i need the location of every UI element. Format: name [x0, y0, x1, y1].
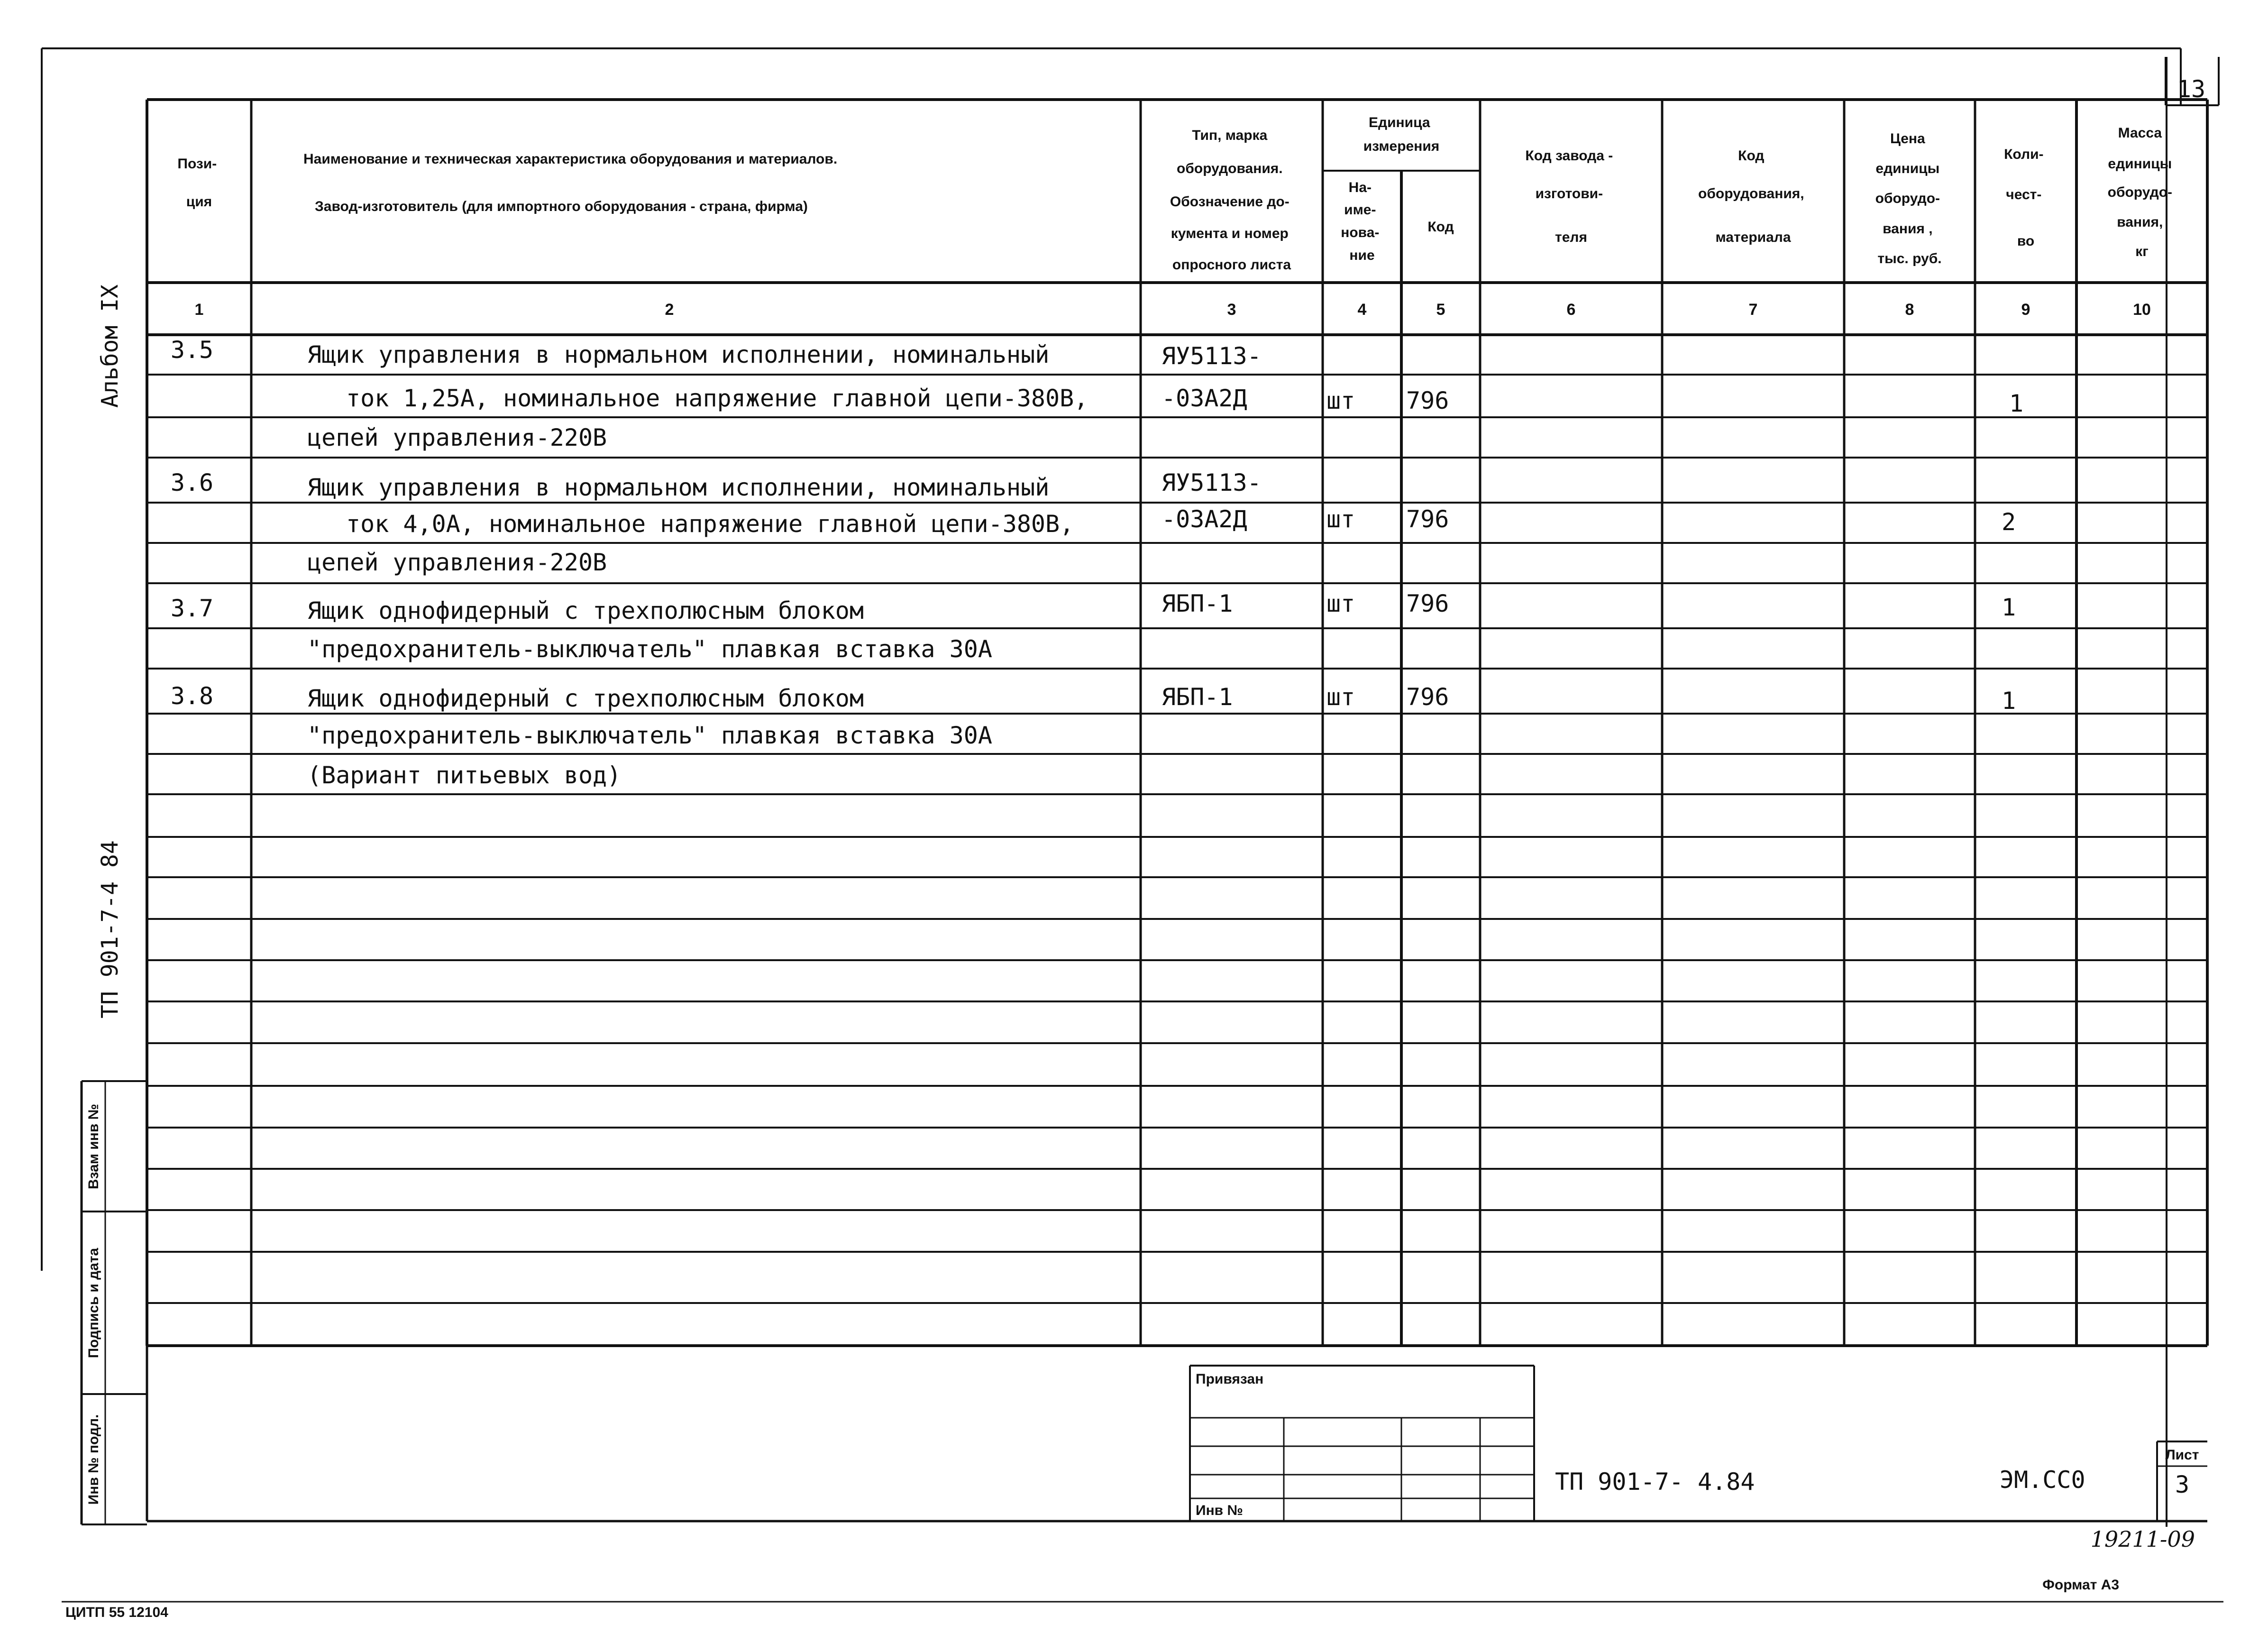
header-unit-mass: Масса единицы оборудо- вания, кг — [2107, 125, 2173, 259]
row-quantity: 1 — [2002, 687, 2016, 715]
row-unit-code: 796 — [1406, 590, 1449, 617]
column-number: 9 — [2021, 301, 2030, 319]
table-row — [307, 549, 607, 576]
table-row — [346, 385, 2023, 417]
row-name: "предохранитель-выключатель" плавкая вставка 30А — [307, 635, 992, 663]
linked-label: Привязан — [1196, 1371, 1264, 1387]
table-grid — [147, 100, 2207, 1521]
column-number: 2 — [665, 301, 674, 319]
row-unit: шт — [1326, 683, 1355, 711]
side-strip — [82, 285, 147, 1524]
row-unit-code: 796 — [1406, 387, 1449, 414]
format-label: Формат А3 — [2042, 1577, 2119, 1593]
row-name: цепей управления-220В — [307, 549, 607, 576]
replaced-inv-label: Взам инв № — [86, 1103, 101, 1190]
table-row — [307, 722, 992, 749]
row-position: 3.6 — [170, 469, 214, 496]
row-position: 3.7 — [170, 595, 214, 622]
signature-date-label: Подпись и дата — [86, 1248, 101, 1358]
header-position: Пози- ция — [177, 156, 217, 210]
corner-sheet-number: 13 — [2177, 75, 2206, 103]
header-name-line2: Завод-изготовитель (для импортного оборудования - страна, фирма) — [315, 199, 808, 214]
row-type: ЯБП-1 — [1161, 683, 1233, 711]
row-quantity: 1 — [2009, 390, 2024, 417]
table-header — [177, 115, 2176, 273]
row-unit: шт — [1326, 505, 1355, 533]
sheet-label: Лист — [2165, 1447, 2199, 1463]
album-label: Альбом IX — [97, 284, 123, 408]
row-unit-code: 796 — [1406, 683, 1449, 711]
row-name: Ящик однофидерный с трехполюсным блоком — [307, 597, 864, 624]
inv-number-label: Инв № — [1196, 1503, 1243, 1518]
row-type: -03А2Д — [1161, 385, 1247, 412]
table-row — [171, 590, 2016, 624]
header-name-line1: Наименование и техническая характеристика оборудования и материалов. — [303, 151, 838, 167]
column-number: 3 — [1227, 301, 1236, 319]
row-quantity: 2 — [2002, 508, 2016, 536]
column-number: 7 — [1748, 301, 1758, 319]
row-unit: шт — [1326, 590, 1355, 617]
title-block — [147, 1366, 2207, 1521]
row-position: 3.8 — [170, 682, 214, 710]
table-row — [346, 505, 2016, 538]
column-number: 8 — [1905, 301, 1914, 319]
column-number-row — [195, 301, 2151, 319]
row-name: "предохранитель-выключатель" плавкая вставка 30А — [307, 722, 992, 749]
table-row — [171, 336, 1262, 370]
column-number: 10 — [2133, 301, 2151, 319]
footer — [65, 1526, 2195, 1620]
row-type: ЯБП-1 — [1161, 590, 1233, 617]
row-type: ЯУ5113- — [1161, 469, 1262, 496]
header-equipment-code: Код оборудования, материала — [1698, 148, 1804, 245]
table-row — [307, 635, 992, 663]
project-label: ТП 901-7-4 84 — [97, 840, 123, 1019]
row-name: Ящик управления в нормальном исполнении, номинальный — [307, 474, 1050, 501]
row-unit-code: 796 — [1406, 505, 1449, 533]
row-type: ЯУ5113- — [1161, 342, 1262, 370]
handwritten-number: 19211-09 — [2090, 1526, 2195, 1552]
table-row — [307, 424, 607, 451]
table-row — [171, 682, 2016, 715]
row-name: ток 4,0А, номинальное напряжение главной цепи-380В, — [346, 510, 1074, 538]
column-number: 5 — [1436, 301, 1445, 319]
project-designation: ТП 901-7- 4.84 — [1555, 1468, 1755, 1496]
table-body — [171, 336, 2023, 789]
header-unit-name: На- име- нова- ние — [1341, 180, 1380, 263]
row-quantity: 1 — [2002, 594, 2016, 621]
document-code: ЭМ.СС0 — [2000, 1466, 2085, 1494]
row-name: Ящик управления в нормальном исполнении, номинальный — [307, 341, 1050, 368]
row-type: -03А2Д — [1161, 505, 1247, 533]
row-name: Ящик однофидерный с трехполюсным блоком — [307, 685, 864, 712]
row-name: ток 1,25А, номинальное напряжение главной цепи-380В, — [346, 385, 1088, 412]
row-name: (Вариант питьевых вод) — [307, 762, 622, 789]
corner-number-box — [2166, 57, 2219, 105]
sheet-number: 3 — [2175, 1471, 2190, 1498]
column-number: 1 — [194, 301, 204, 319]
row-unit: шт — [1326, 387, 1355, 414]
header-unit-group: Единица измерения — [1363, 115, 1440, 154]
column-number: 6 — [1566, 301, 1576, 319]
original-inv-label: Инв № подл. — [86, 1414, 101, 1505]
header-unit-code: Код — [1427, 219, 1454, 235]
row-position: 3.5 — [170, 336, 214, 364]
header-type: Тип, марка оборудования. Обозначение до- кумента и номер опросного листа — [1170, 128, 1291, 273]
printer-label: ЦИТП 55 12104 — [65, 1605, 168, 1620]
table-row — [307, 762, 621, 789]
header-manufacturer-code: Код завода - изготови- теля — [1525, 148, 1613, 245]
header-unit-price: Цена единицы оборудо- вания , тыс. руб. — [1875, 131, 1942, 266]
table-row — [171, 469, 1262, 501]
row-name: цепей управления-220В — [307, 424, 607, 451]
column-number: 4 — [1357, 301, 1367, 319]
header-quantity: Коли- чест- во — [2004, 147, 2044, 249]
